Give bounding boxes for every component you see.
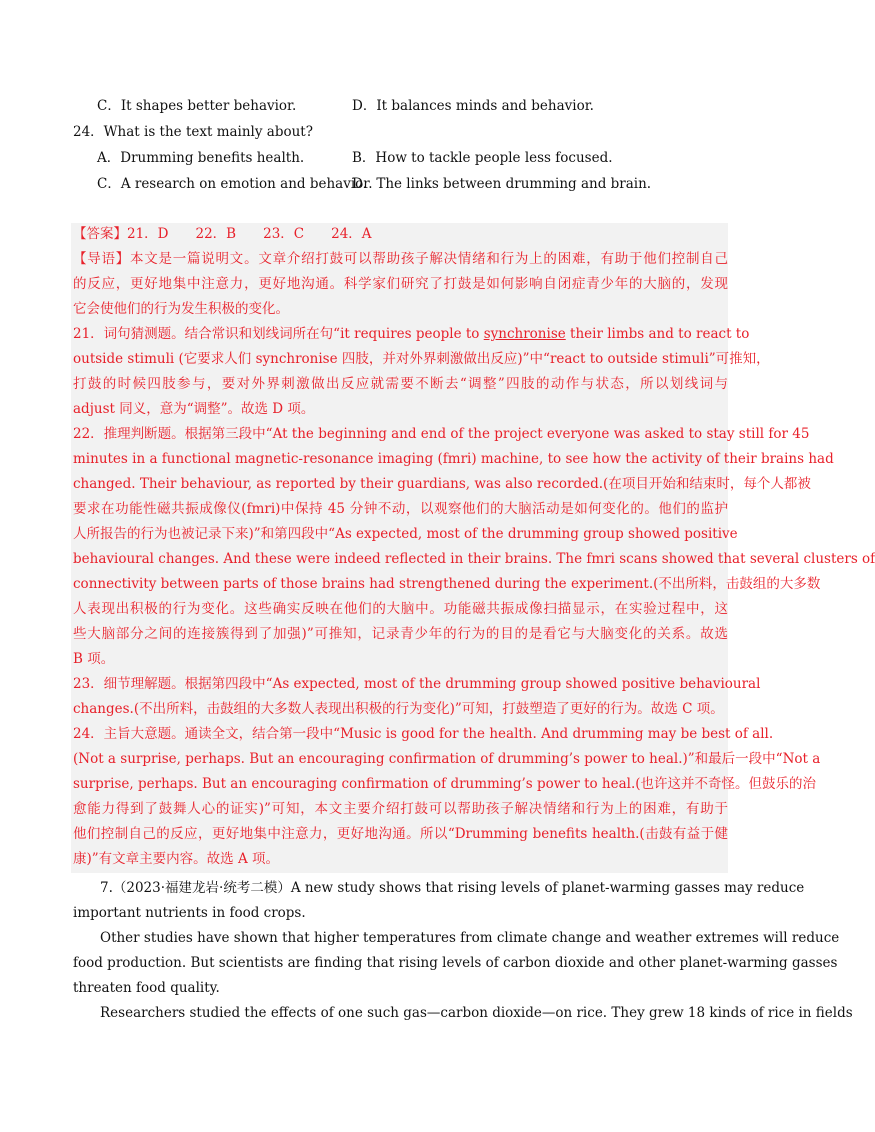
q23-option-d: D．It balances minds and behavior. [352,98,594,114]
q24-analysis-line: (Not a surprise, perhaps. But an encouraging confirmation of drumming’s power to heal.)”和最后一段中“Not a [73,751,821,767]
guide-line: 的反应，更好地集中注意力，更好地沟通。科学家们研究了打鼓是如何影响自闭症青少年的大脑的，发现 [73,276,728,292]
q24-analysis-line: surprise, perhaps. But an encouraging confirmation of drumming’s power to heal.(也许这并不奇怪。但鼓乐的治 [73,776,817,792]
q24-option-c: C．A research on emotion and behavior. [97,176,373,192]
q23-analysis-line: changes.(不出所料，击鼓组的大多数人表现出积极的行为变化)”可知，打鼓塑造了更好的行为。故选 C 项。 [73,701,724,717]
passage-line: 7.（2023·福建龙岩·统考二模）A new study shows that rising levels of planet-warming gasses may reduce [100,880,805,896]
q22-analysis-line: minutes in a functional magnetic-resonance imaging (fmri) machine, to see how the activity of their brains had [73,451,834,467]
passage-line: Other studies have shown that higher temperatures from climate change and weather extremes will reduce [100,930,840,946]
q24-option-d: D．The links between drumming and brain. [352,176,652,192]
q22-analysis-line: 人表现出积极的行为变化。这些确实反映在他们的大脑中。功能磁共振成像扫描显示，在实验过程中，这 [73,601,728,617]
q23-options-row [0,93,800,119]
q24-analysis-line: 康)”有文章主要内容。故选 A 项。 [73,851,279,867]
passage-line: threaten food quality. [73,980,220,996]
q24-analysis-line: 愈能力得到了鼓舞人心的证实)”可知，本文主要介绍打鼓可以帮助孩子解决情绪和行为上的困难，有助于 [73,801,728,817]
q24-options-row-1 [0,145,800,171]
q22-analysis-line: connectivity between parts of those brains had strengthened during the experiment.(不出所料，击鼓组的大多数 [73,576,821,592]
q24-option-b: B．How to tackle people less focused. [352,150,613,166]
q21-analysis-line: adjust 同义，意为“调整”。故选 D 项。 [73,401,315,417]
q21-text-a: 21．词句猜测题。结合常识和划线词所在句“it requires people to [73,326,484,342]
q22-analysis-line: 人所报告的行为也被记录下来)”和第四段中“As expected, most of the drumming group showed positive [73,526,738,542]
q24-option-a: A．Drumming benefits health. [97,150,305,166]
q22-analysis-line: 些大脑部分之间的连接簇得到了加强)”可推知，记录青少年的行为的目的是看它与大脑变化的关系。故选 [73,626,728,642]
q21-text-b: their limbs and to react to [565,326,750,342]
passage-line: important nutrients in food crops. [73,905,306,921]
q22-analysis-line: behavioural changes. And these were indeed reflected in their brains. The fmri scans showed that several clusters of [73,551,875,567]
q21-analysis-line: outside stimuli (它要求人们 synchronise 四肢，并对外界刺激做出反应)”中“react to outside stimuli”可推知， [73,351,770,367]
q24-analysis-line: 24．主旨大意题。通读全文，结合第一段中“Music is good for the health. And drumming may be best of all. [73,726,774,742]
q24-analysis-line: 他们控制自己的反应，更好地集中注意力，更好地沟通。所以“Drumming benefits health.(击鼓有益于健 [73,826,728,842]
underlined-word: synchronise [483,326,566,342]
q22-analysis-line: B 项。 [73,651,115,667]
q22-analysis-line: 22．推理判断题。根据第三段中“At the beginning and end of the project everyone was asked to stay still for 45 [73,426,810,442]
guide-line: 它会使他们的行为发生积极的变化。 [73,301,289,317]
guide-line: 【导语】本文是一篇说明文。文章介绍打鼓可以帮助孩子解决情绪和行为上的困难，有助于他们控制自己 [73,251,728,267]
q24-stem: 24．What is the text mainly about? [73,124,313,140]
q24-options-row-2 [0,171,800,197]
q22-analysis-line: 要求在功能性磁共振成像仪(fmri)中保持 45 分钟不动，以观察他们的大脑活动是如何变化的。他们的监护 [73,501,728,517]
answer-keys: 【答案】21．D 22．B 23．C 24．A [73,226,372,242]
passage-line: food production. But scientists are finding that rising levels of carbon dioxide and other planet-warming gasses [73,955,838,971]
q21-analysis-line: 打鼓的时候四肢参与，要对外界刺激做出反应就需要不断去“调整”四肢的动作与状态，所以划线词与 [73,376,728,392]
q23-analysis-line: 23．细节理解题。根据第四段中“As expected, most of the drumming group showed positive behavioural [73,676,761,692]
q23-option-c: C．It shapes better behavior. [97,98,297,114]
passage-line: Researchers studied the effects of one such gas—carbon dioxide—on rice. They grew 18 kinds of rice in fields [100,1005,853,1021]
q22-analysis-line: changed. Their behaviour, as reported by their guardians, was also recorded.(在项目开始和结束时，每个人都被 [73,476,811,492]
q21-analysis-line [73,322,750,347]
